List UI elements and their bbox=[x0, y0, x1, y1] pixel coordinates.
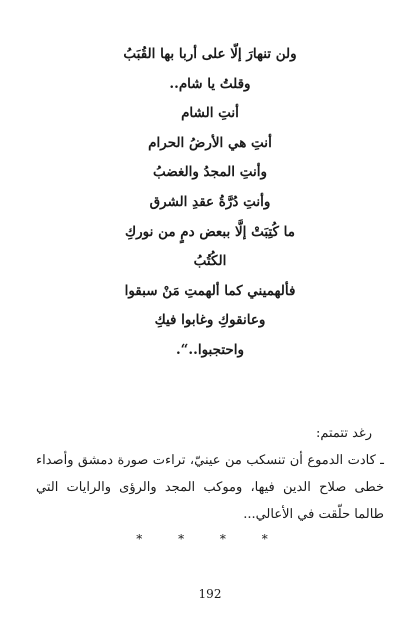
poem-line: وقلتُ يا شام.. bbox=[169, 75, 251, 92]
poem-line: الكُتُبُ bbox=[193, 253, 227, 270]
section-separator: * * * * bbox=[136, 532, 284, 546]
page-number: 192 bbox=[198, 587, 222, 601]
poem-line: فألهميني كما ألهمتِ مَنْ سبقوا bbox=[124, 282, 296, 299]
speaker-line: رغد تتمتم: bbox=[315, 426, 372, 441]
poem-line: وأنتِ دُرَّةُ عقدِ الشرق bbox=[149, 193, 271, 210]
poem-line: أنتِ الشام bbox=[181, 105, 239, 122]
poem-line: ولن تنهارَ إلّا على أربا بها القُبَبُ bbox=[123, 46, 297, 62]
poem-line: أنتِ هي الأرضُ الحرام bbox=[148, 134, 272, 151]
poem-line: وأنتِ المجدُ والغضبُ bbox=[152, 164, 267, 181]
poem-stanza bbox=[40, 40, 380, 366]
poem-line: ما كُتِبَتْ إلَّا ببعض دمٍ من نوركِ bbox=[125, 223, 295, 240]
prose-paragraph: ـ كادت الدموع أن تنسكب من عينيّ، تراءت صورة دمشق وأصداء خطى صلاح الدين فيها، وموكب المجد والرؤى والرايات التي طالما حلّقت في الأعالي... bbox=[36, 453, 384, 522]
poem-line: وعانقوكِ وغابوا فيكِ bbox=[154, 312, 266, 329]
poem-line: واحتجبوا..“. bbox=[175, 341, 245, 358]
prose-block bbox=[36, 420, 384, 528]
